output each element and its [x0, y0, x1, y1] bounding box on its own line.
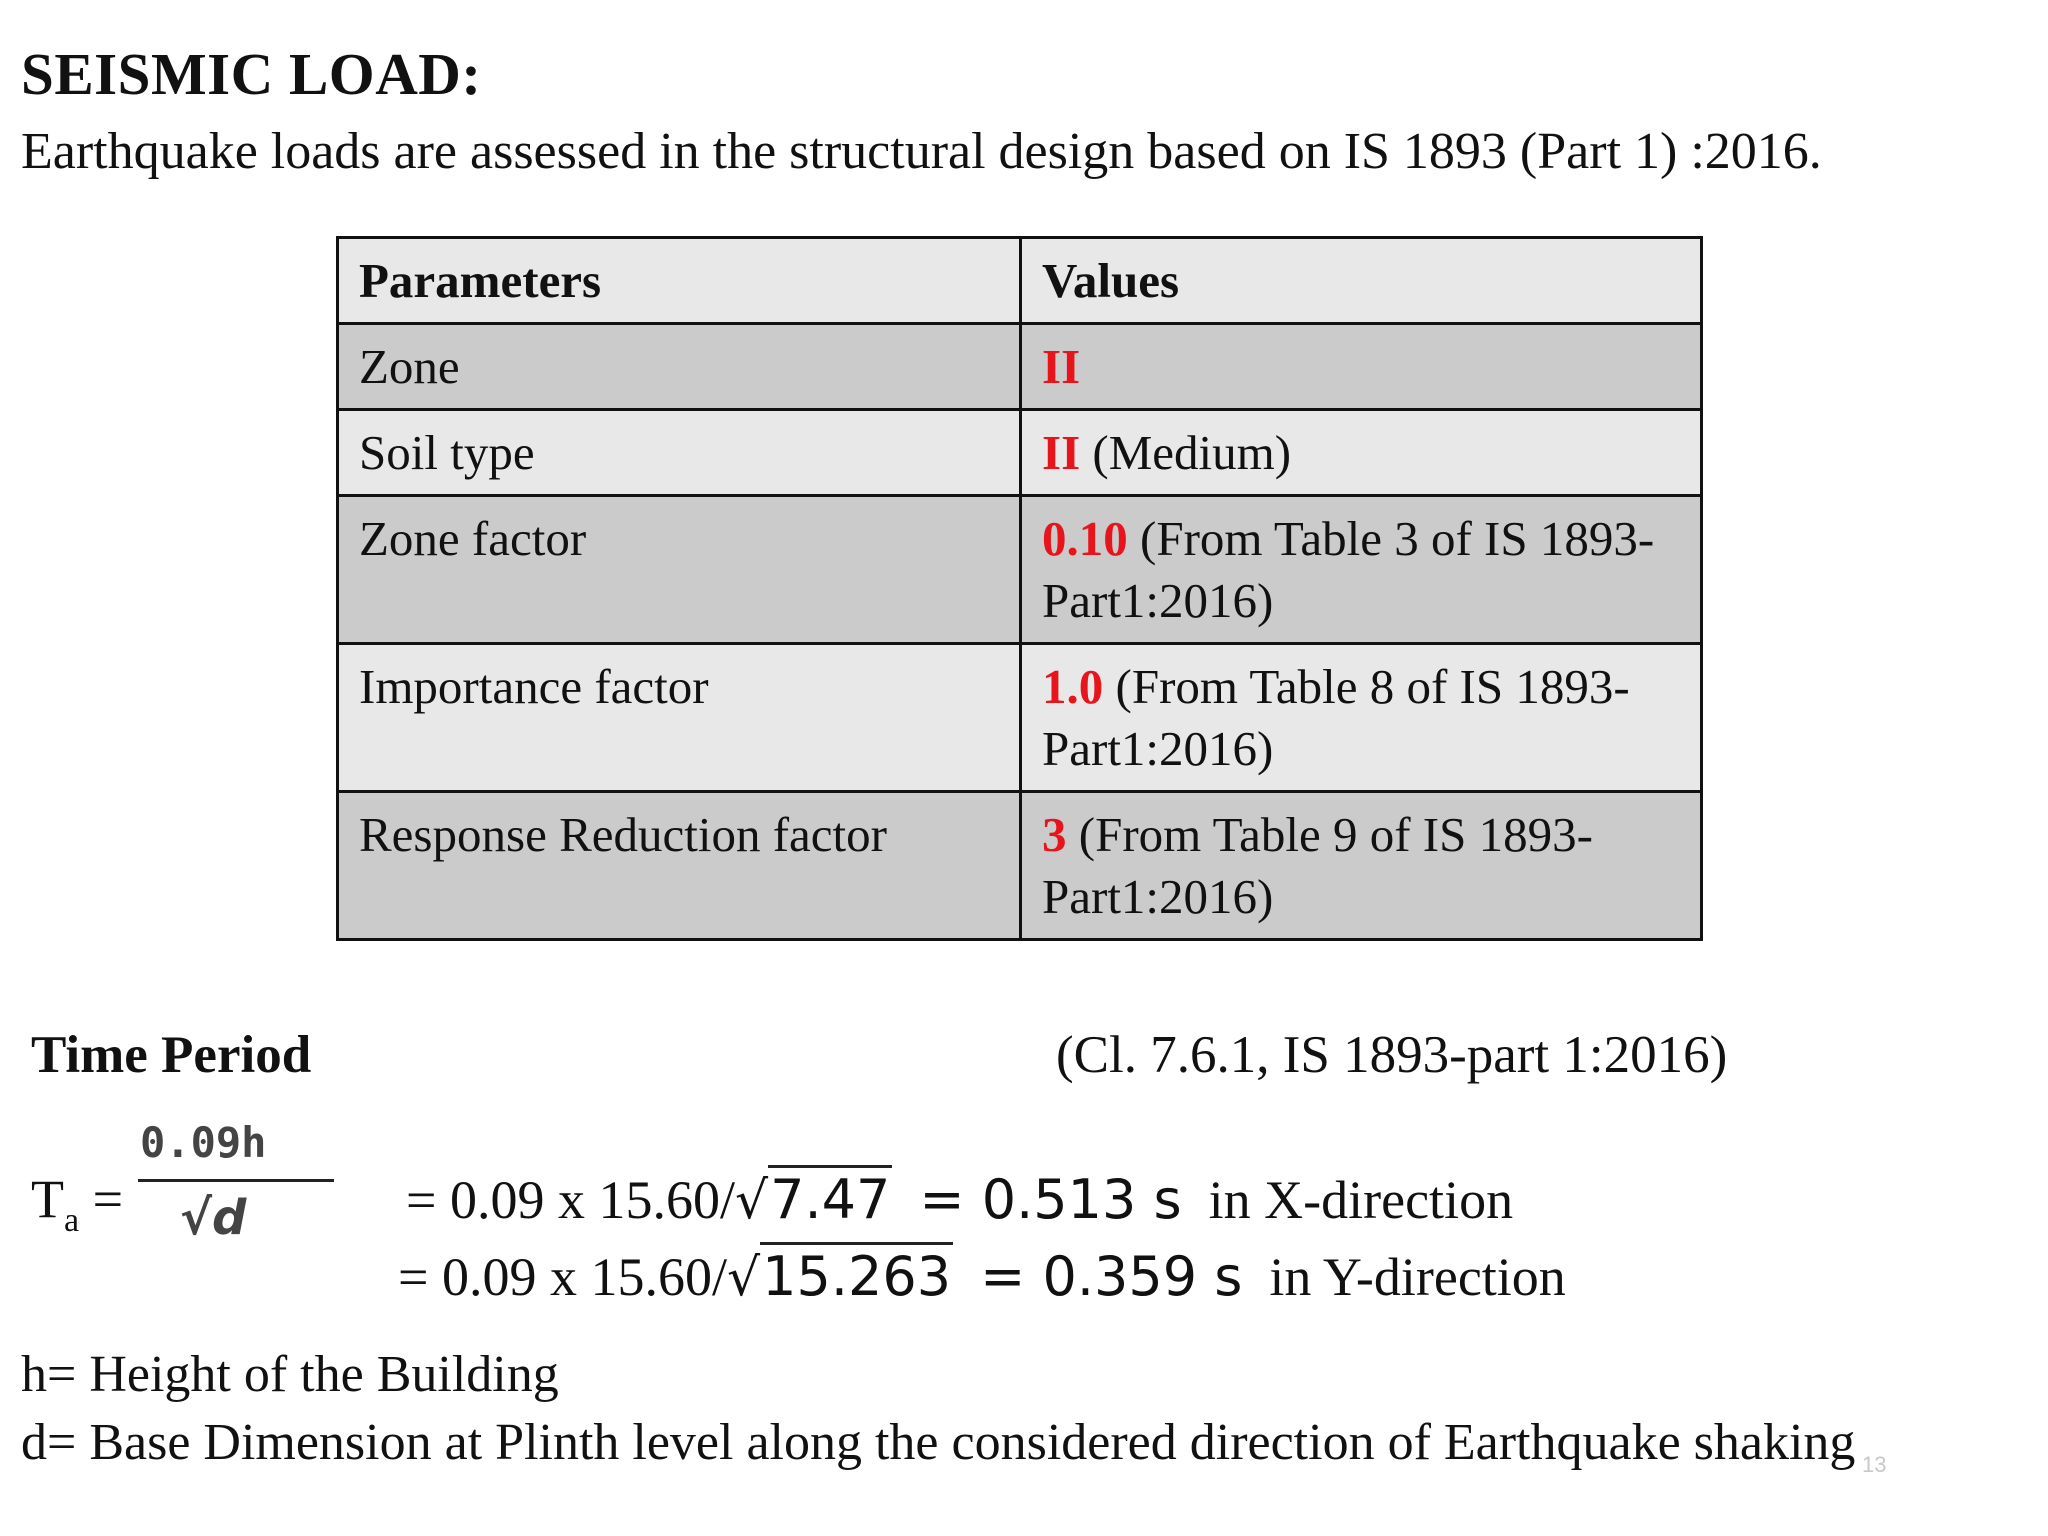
eq-prefix: = 0.09 x 15.60/: [406, 1170, 735, 1230]
fraction-bar: [138, 1179, 334, 1182]
table-row: [338, 410, 1702, 496]
note-base-dimension: d= Base Dimension at Plinth level along the considered direction of Earthquake shaking: [21, 1414, 1856, 1471]
value-note-cont: Part1:2016): [1042, 573, 1274, 628]
sqrt-icon: √: [726, 1248, 761, 1308]
formula-numerator: 0.09h: [140, 1118, 267, 1167]
value-highlight: II: [1042, 425, 1081, 480]
clause-reference: (Cl. 7.6.1, IS 1893-part 1:2016): [1056, 1026, 1728, 1084]
value-note-cont: Part1:2016): [1042, 869, 1274, 924]
time-period-title: Time Period: [31, 1026, 312, 1084]
sqrt-argument: 7.47: [768, 1165, 892, 1231]
param-cell: Soil type: [338, 410, 1021, 496]
eq-result: = 0.513 s: [919, 1168, 1182, 1231]
parameters-table: [336, 236, 1703, 941]
value-cell: [1021, 644, 1702, 792]
sqrt-icon: √: [734, 1171, 769, 1231]
header-parameters: Parameters: [338, 238, 1021, 324]
param-cell: Importance factor: [338, 644, 1021, 792]
equation-y-direction: [398, 1245, 1566, 1308]
table-row: [338, 324, 1702, 410]
table-row: [338, 496, 1702, 644]
value-note: (From Table 9 of IS 1893-: [1066, 807, 1593, 862]
slide-title: SEISMIC LOAD:: [21, 41, 482, 107]
eq-direction: in Y-direction: [1269, 1247, 1566, 1307]
ta-symbol: [31, 1168, 123, 1240]
value-highlight: 1.0: [1042, 659, 1104, 714]
value-cell: [1021, 496, 1702, 644]
param-cell: Response Reduction factor: [338, 792, 1021, 940]
note-height: h= Height of the Building: [21, 1346, 559, 1403]
value-note-cont: Part1:2016): [1042, 721, 1274, 776]
value-highlight: 0.10: [1042, 511, 1128, 566]
ta-equals: =: [92, 1169, 124, 1229]
eq-result: = 0.359 s: [980, 1245, 1243, 1308]
table-header-row: [338, 238, 1702, 324]
value-highlight: 3: [1042, 807, 1067, 862]
value-highlight: II: [1042, 339, 1081, 394]
equation-x-direction: [406, 1168, 1513, 1231]
value-note: (From Table 8 of IS 1893-: [1103, 659, 1630, 714]
value-cell: [1021, 410, 1702, 496]
ta-letter: T: [31, 1169, 64, 1229]
formula-denominator: √d: [180, 1190, 247, 1246]
eq-prefix: = 0.09 x 15.60/: [398, 1247, 727, 1307]
page-number: 13: [1862, 1452, 1887, 1477]
sqrt-argument: 15.263: [760, 1242, 953, 1308]
param-cell: Zone factor: [338, 496, 1021, 644]
value-cell: [1021, 792, 1702, 940]
value-cell: [1021, 324, 1702, 410]
ta-subscript: a: [64, 1202, 80, 1239]
header-values: Values: [1021, 238, 1702, 324]
intro-text: Earthquake loads are assessed in the structural design based on IS 1893 (Part 1) :2016.: [21, 123, 1822, 180]
eq-direction: in X-direction: [1208, 1170, 1514, 1230]
table-row: [338, 644, 1702, 792]
value-note: (From Table 3 of IS 1893-: [1127, 511, 1655, 566]
value-note: (Medium): [1080, 425, 1292, 480]
param-cell: Zone: [338, 324, 1021, 410]
table-row: [338, 792, 1702, 940]
